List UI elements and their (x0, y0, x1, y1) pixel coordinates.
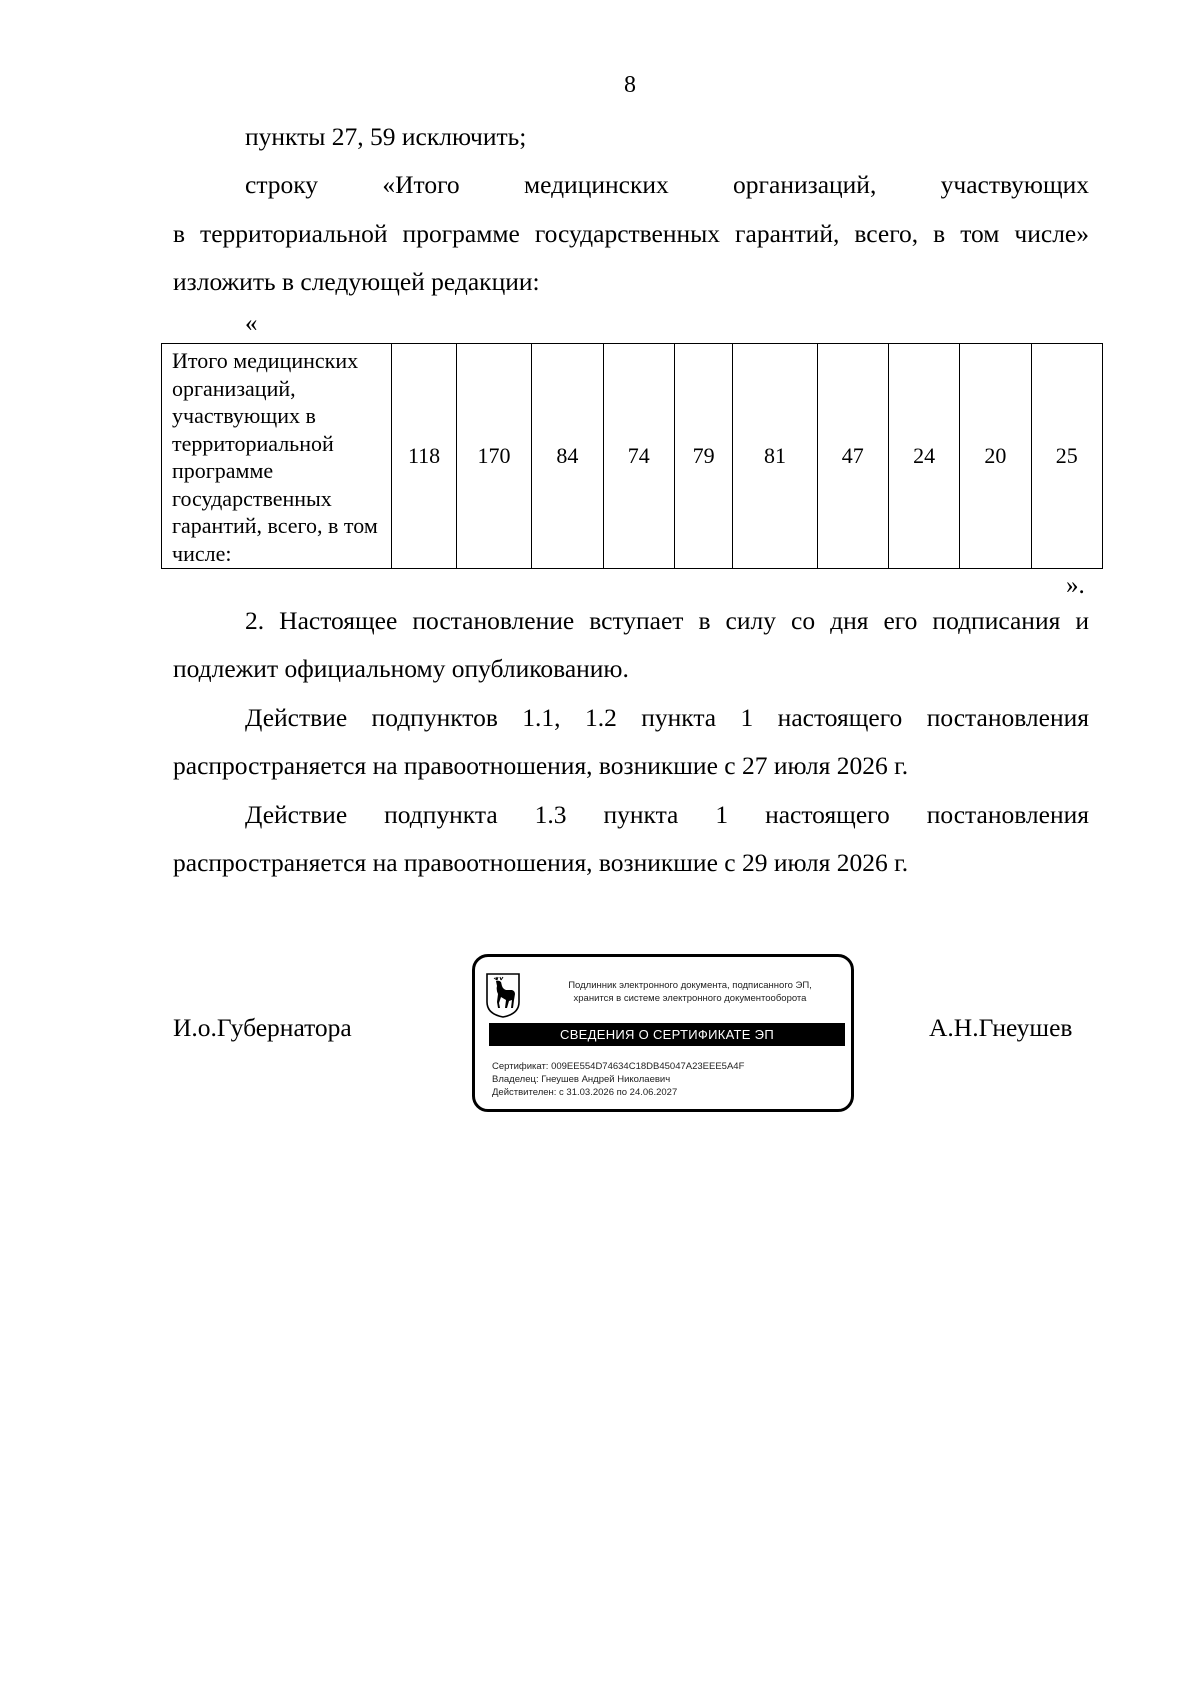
paragraph-effective-date: 2. Настоящее постановление вступает в силу со дня его подписания и подлежит официальному опубликованию. (173, 606, 1089, 683)
stamp-validity: Действителен: с 31.03.2026 по 24.06.2027 (492, 1087, 678, 1098)
paragraph-subclause-1-3: Действие подпункта 1.3 пункта 1 настоящего постановления распространяется на правоотношения, возникшие с 29 июля 2026 г. (173, 800, 1089, 877)
quote-close: ». (1066, 572, 1085, 599)
value-cell: 24 (888, 344, 959, 569)
page-number: 8 (624, 72, 636, 98)
organizations-table (161, 343, 1103, 569)
value-cell: 74 (603, 344, 674, 569)
row-label: Итого медицинских организаций, участвующих в территориальной программе государственных гарантий, всего, в том числе: (162, 344, 392, 569)
stamp-details (492, 1060, 744, 1099)
table-row (162, 344, 1103, 569)
electronic-signature-stamp (472, 954, 854, 1112)
value-cell: 20 (960, 344, 1031, 569)
value-cell: 79 (674, 344, 733, 569)
quote-open: « (245, 310, 258, 337)
stamp-note (535, 979, 845, 1005)
value-cell: 118 (392, 344, 457, 569)
value-cell: 47 (817, 344, 888, 569)
stamp-certificate: Сертификат: 009EE554D74634C18DB45047A23EEE5A4F (492, 1061, 745, 1072)
stamp-owner: Владелец: Гнеушев Андрей Николаевич (492, 1074, 671, 1085)
paragraph-line-replace-line1: строку «Итого медицинских организаций, участвующих (245, 170, 1089, 199)
stamp-title: СВЕДЕНИЯ О СЕРТИФИКАТЕ ЭП (489, 1023, 845, 1046)
signatory-position: И.о.Губернатора (173, 1013, 352, 1042)
signatory-name: А.Н.Гнеушев (929, 1013, 1073, 1042)
paragraph-subclauses-1-1-1-2: Действие подпунктов 1.1, 1.2 пункта 1 настоящего постановления распространяется на правоотношения, возникшие с 27 июля 2026 г. (173, 703, 1089, 780)
paragraph-exclude-items: пункты 27, 59 исключить; (245, 122, 527, 151)
value-cell: 25 (1031, 344, 1102, 569)
coat-of-arms-deer-icon (485, 972, 521, 1018)
value-cell: 81 (733, 344, 817, 569)
stamp-note-line1: Подлинник электронного документа, подписанного ЭП, (568, 980, 812, 991)
value-cell: 84 (532, 344, 603, 569)
stamp-note-line2: хранится в системе электронного документооборота (573, 993, 807, 1004)
paragraph-line-replace-rest: в территориальной программе государственных гарантий, всего, в том числе» изложить в следующей редакции: (173, 219, 1089, 296)
value-cell: 170 (456, 344, 531, 569)
